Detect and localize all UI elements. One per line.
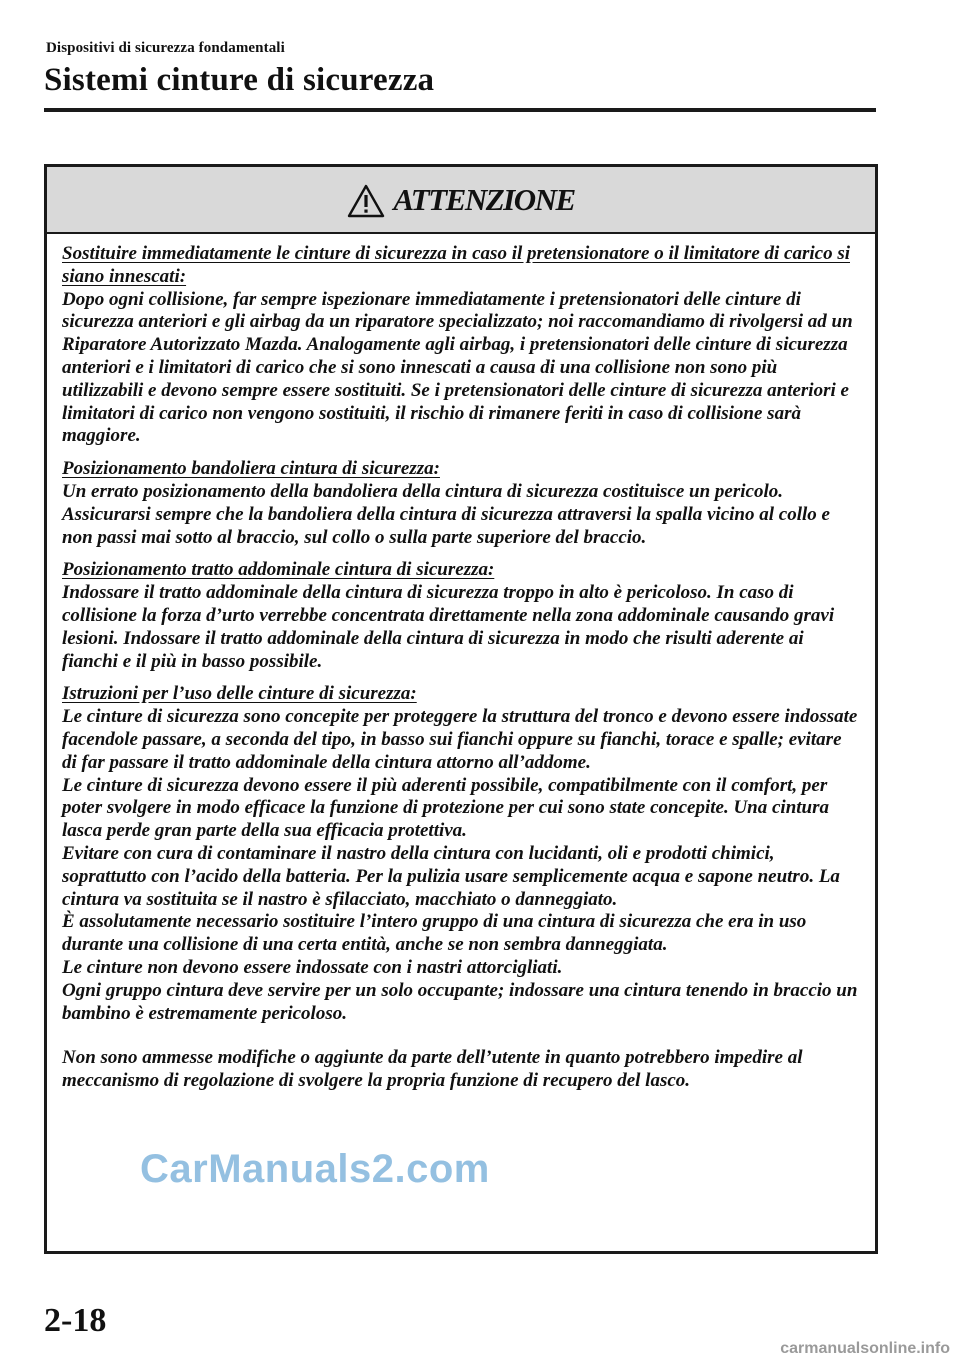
warning-box <box>44 164 878 1254</box>
section-heading: Istruzioni per l’uso delle cinture di sicurezza: <box>62 683 417 705</box>
page-number: 2-18 <box>44 1302 107 1339</box>
breadcrumb: Dispositivi di sicurezza fondamentali <box>46 40 285 56</box>
warning-title: ATTENZIONE <box>393 181 575 217</box>
watermark-footer: carmanualsonline.info <box>780 1340 950 1357</box>
section-paragraph: Le cinture di sicurezza devono essere il più aderenti possibile, compatibilmente con il comfort, per poter svolgere in modo efficace la funzione di protezione per cui sono state concepite. Una cintura lasca perde gran parte della sua efficacia protettiva. <box>62 774 830 842</box>
section-heading: Posizionamento tratto addominale cintura di sicurezza: <box>62 559 495 581</box>
section-heading: Sostituire immediatamente le cinture di sicurezza in caso il pretensionatore o il limitatore di carico si siano innescati: <box>62 243 850 287</box>
warning-section <box>62 559 861 673</box>
title-divider <box>44 108 876 112</box>
section-paragraph: Evitare con cura di contaminare il nastro della cintura con lucidanti, oli e prodotti chimici, soprattutto con l’acido della batteria. Per la pulizia usare semplicemente acqua e sapone neutro. La cintura va sostituita se il nastro è sfilacciato, macchiato o danneggiato. <box>62 842 840 910</box>
warning-section <box>62 683 861 1025</box>
section-paragraph: Indossare il tratto addominale della cintura di sicurezza troppo in alto è pericoloso. In caso di collisione la forza d’urto verrebbe concentrata direttamente nella zona addominale causando gravi lesioni. Indossare il tratto addominale della cintura di sicurezza in modo che risulti aderente ai fianchi e il più in basso possibile. <box>62 582 835 672</box>
warning-header <box>47 167 875 234</box>
warning-section <box>62 243 861 448</box>
section-paragraph: È assolutamente necessario sostituire l’intero gruppo di una cintura di sicurezza che era in uso durante una collisione di una certa entità, anche se non sembra danneggiata. <box>62 911 807 956</box>
warning-body <box>47 234 875 1093</box>
section-paragraph: Dopo ogni collisione, far sempre ispezionare immediatamente i pretensionatori delle cinture di sicurezza anteriori e gli airbag da un riparatore specializzato; noi raccomandiamo di rivolgersi ad un Riparatore Autorizzato Mazda. Analogamente agli airbag, i pretensionatori delle cinture di sicurezza anteriori e i limitatori di carico che si sono innescati a causa di una collisione non sono più utilizzabili e devono sempre essere sostituiti. Se i pretensionatori delle cinture di sicurezza anteriori e limitatori di carico non vengono sostituiti, il rischio di rimanere feriti in caso di collisione sarà maggiore. <box>62 288 853 447</box>
section-paragraph: Ogni gruppo cintura deve servire per un solo occupante; indossare una cintura tenendo in braccio un bambino è estremamente pericoloso. <box>62 979 858 1024</box>
warning-triangle-icon <box>347 184 385 218</box>
page-title: Sistemi cinture di sicurezza <box>44 62 435 98</box>
warning-section <box>62 458 861 549</box>
section-paragraph: Un errato posizionamento della bandoliera della cintura di sicurezza costituisce un pericolo. Assicurarsi sempre che la bandoliera della cintura di sicurezza attraversi la spalla vicino al collo e non passi mai sotto al braccio, sul collo o sulla parte superiore del braccio. <box>62 480 830 548</box>
watermark-logo: CarManuals2.com <box>140 1147 490 1191</box>
section-heading: Posizionamento bandoliera cintura di sicurezza: <box>62 458 440 480</box>
warning-footer-note: Non sono ammesse modifiche o aggiunte da parte dell’utente in quanto potrebbero impedire al meccanismo di regolazione di svolgere la propria funzione di recupero del lasco. <box>62 1047 803 1092</box>
section-paragraph: Le cinture di sicurezza sono concepite per proteggere la struttura del tronco e devono essere indossate facendole passare, a seconda del tipo, in basso sui fianchi oppure su fianchi, torace e spalle; evitare di far passare il tratto addominale della cintura attorno all’addome. <box>62 706 858 773</box>
section-paragraph: Le cinture non devono essere indossate con i nastri attorcigliati. <box>62 956 563 978</box>
